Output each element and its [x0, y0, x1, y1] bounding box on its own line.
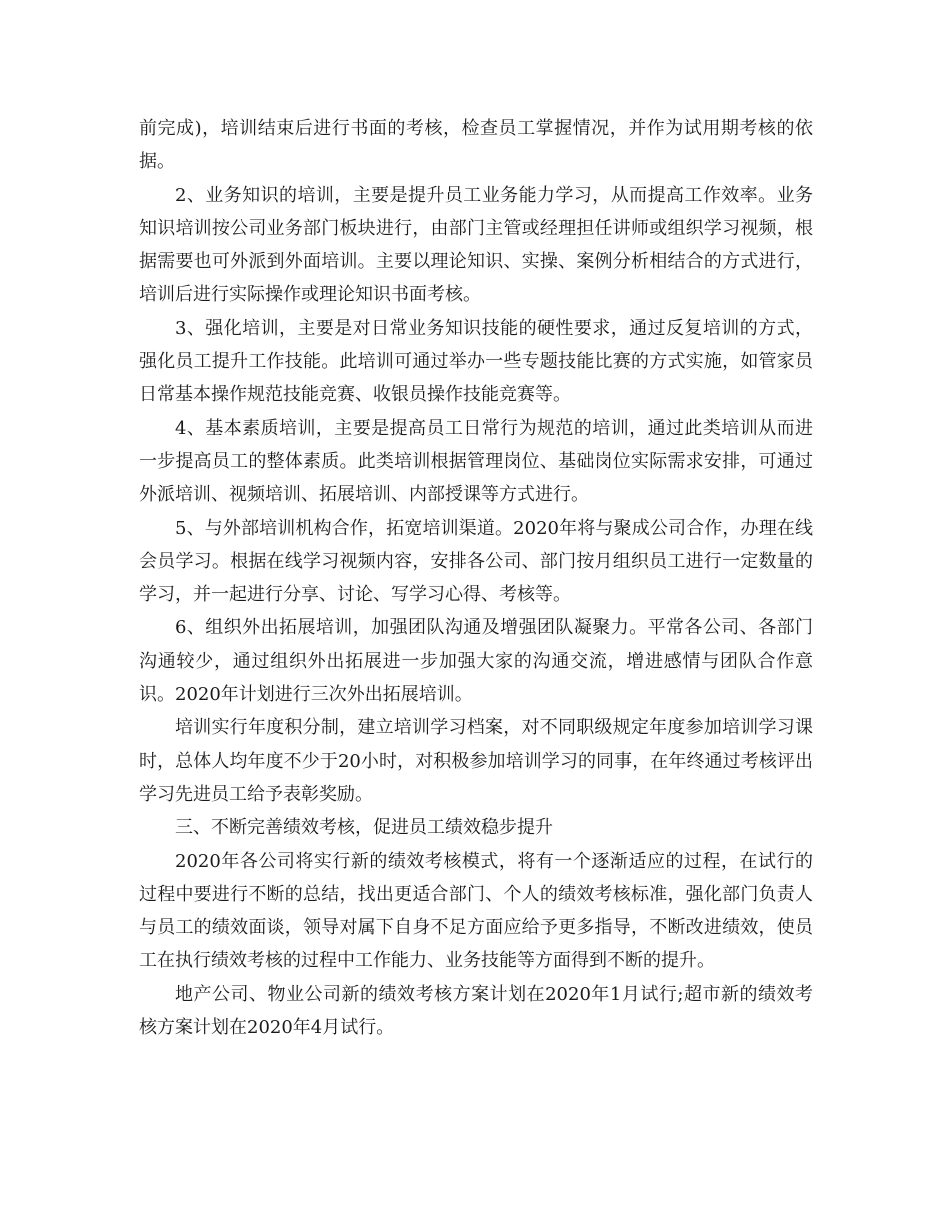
paragraph-business-knowledge-training: 2、业务知识的培训，主要是提升员工业务能力学习，从而提高工作效率。业务知识培训按公司业务部门板块进行，由部门主管或经理担任讲师或组织学习视频，根据需要也可外派到外面培训。主要以理论知识、实操、案例分析相结合的方式进行，培训后进行实际操作或理论知识书面考核。: [139, 184, 813, 306]
paragraph-basic-quality-training: 4、基本素质培训，主要是提高员工日常行为规范的培训，通过此类培训从而进一步提高员工的整体素质。此类培训根据管理岗位、基础岗位实际需求安排，可通过外派培训、视频培训、拓展培训、内部授课等方式进行。: [139, 417, 813, 506]
paragraph-points-system: 培训实行年度积分制，建立培训学习档案，对不同职级规定年度参加培训学习课时，总体人均年度不少于20小时，对积极参加培训学习的同事，在年终通过考核评出学习先进员工给予表彰奖励。: [139, 717, 813, 805]
section-heading-performance: 三、不断完善绩效考核，促进员工绩效稳步提升: [175, 817, 553, 839]
paragraph-intensive-training: 3、强化培训，主要是对日常业务知识技能的硬性要求，通过反复培训的方式，强化员工提升工作技能。此培训可通过举办一些专题技能比赛的方式实施，如管家员日常基本操作规范技能竞赛、收银员操作技能竞赛等。: [139, 317, 813, 406]
paragraph-performance-model: 2020年各公司将实行新的绩效考核模式，将有一个逐渐适应的过程，在试行的过程中要进行不断的总结，找出更适合部门、个人的绩效考核标准，强化部门负责人与员工的绩效面谈，领导对属下自身不足方面应给予更多指导，不断改进绩效，使员工在执行绩效考核的过程中工作能力、业务技能等方面得到不断的提升。: [139, 850, 813, 972]
paragraph-external-cooperation: 5、与外部培训机构合作，拓宽培训渠道。2020年将与聚成公司合作，办理在线会员学习。根据在线学习视频内容，安排各公司、部门按月组织员工进行一定数量的学习，并一起进行分享、讨论、写学习心得、考核等。: [139, 517, 813, 606]
paragraph-performance-schedule: 地产公司、物业公司新的绩效考核方案计划在2020年1月试行;超市新的绩效考核方案计划在2020年4月试行。: [139, 983, 813, 1039]
paragraph-continuation: 前完成)，培训结束后进行书面的考核，检查员工掌握情况，并作为试用期考核的依据。: [139, 118, 813, 173]
document-body: [139, 112, 813, 1044]
paragraph-outdoor-training: 6、组织外出拓展培训，加强团队沟通及增强团队凝聚力。平常各公司、各部门沟通较少，通过组织外出拓展进一步加强大家的沟通交流，增进感情与团队合作意识。2020年计划进行三次外出拓展培训。: [139, 617, 813, 706]
